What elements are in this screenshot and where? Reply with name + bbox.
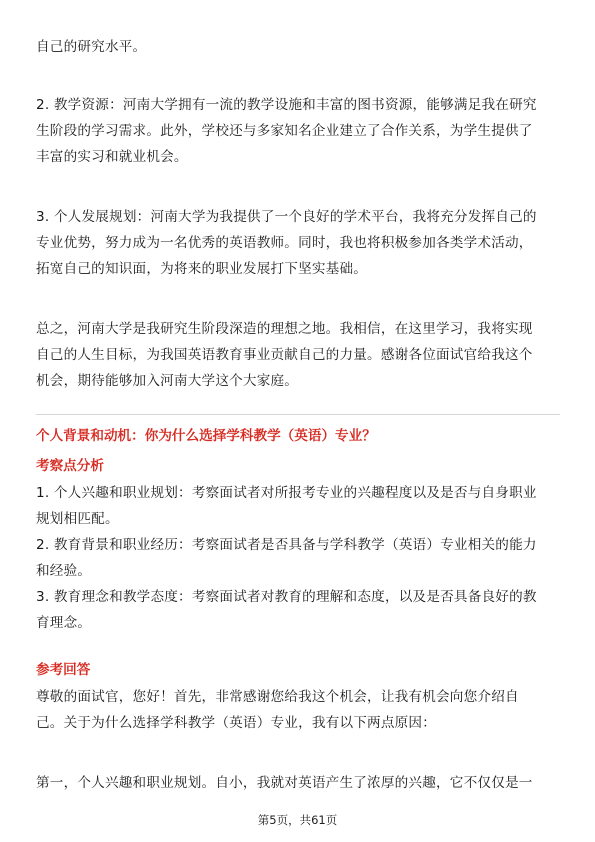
paragraph-line: 丰富的实习和就业机会。 xyxy=(36,149,188,165)
analysis-line: 规划相匹配。 xyxy=(36,511,119,527)
point3-paragraph xyxy=(36,204,560,282)
paragraph-line: 自己的人生目标，为我国英语教育事业贡献自己的力量。感谢各位面试官给我这个 xyxy=(36,347,533,363)
paragraph-line: 总之，河南大学是我研究生阶段深造的理想之地。我相信，在这里学习，我将实现 xyxy=(36,321,533,337)
page-number-footer: 第5页，共61页 xyxy=(257,813,338,827)
analysis-line: 1. 个人兴趣和职业规划：考察面试者对所报考专业的兴趣程度以及是否与自身职业 xyxy=(36,485,537,501)
paragraph-line: 生阶段的学习需求。此外，学校还与多家知名企业建立了合作关系，为学生提供了 xyxy=(36,123,533,139)
paragraph-line: 2. 教学资源：河南大学拥有一流的教学设施和丰富的图书资源，能够满足我在研究 xyxy=(36,97,537,113)
answer-heading: 参考回答 xyxy=(36,662,91,678)
point2-paragraph xyxy=(36,92,560,170)
paragraph-line: 自己的研究水平。 xyxy=(36,39,147,55)
analysis-line: 育理念。 xyxy=(36,615,92,631)
section-divider xyxy=(36,414,560,415)
analysis-line: 和经验。 xyxy=(36,563,92,579)
analysis-heading: 考察点分析 xyxy=(36,458,104,474)
analysis-list xyxy=(36,480,560,636)
paragraph-line: 机会，期待能够加入河南大学这个大家庭。 xyxy=(36,373,299,389)
summary-paragraph xyxy=(36,316,560,394)
paragraph-line: 3. 个人发展规划：河南大学为我提供了一个良好的学术平台，我将充分发挥自己的 xyxy=(36,209,537,225)
answer-intro-paragraph xyxy=(36,684,560,736)
analysis-line: 3. 教育理念和教学态度：考察面试者对教育的理解和态度，以及是否具备良好的教 xyxy=(36,589,537,605)
paragraph-line: 专业优势，努力成为一名优秀的英语教师。同时，我也将积极参加各类学术活动， xyxy=(36,235,533,251)
paragraph-line: 己。关于为什么选择学科教学（英语）专业，我有以下两点原因： xyxy=(36,715,437,731)
answer-first-paragraph xyxy=(36,770,560,796)
paragraph-line: 尊敬的面试官，您好！首先，非常感谢您给我这个机会，让我有机会向您介绍自 xyxy=(36,689,519,705)
analysis-line: 2. 教育背景和职业经历：考察面试者是否具备与学科教学（英语）专业相关的能力 xyxy=(36,537,537,553)
intro-tail-paragraph xyxy=(36,34,560,60)
paragraph-line: 第一，个人兴趣和职业规划。自小，我就对英语产生了浓厚的兴趣，它不仅仅是一 xyxy=(36,775,533,791)
paragraph-line: 拓宽自己的知识面，为将来的职业发展打下坚实基础。 xyxy=(36,261,368,277)
question-title: 个人背景和动机：你为什么选择学科教学（英语）专业？ xyxy=(36,428,376,444)
